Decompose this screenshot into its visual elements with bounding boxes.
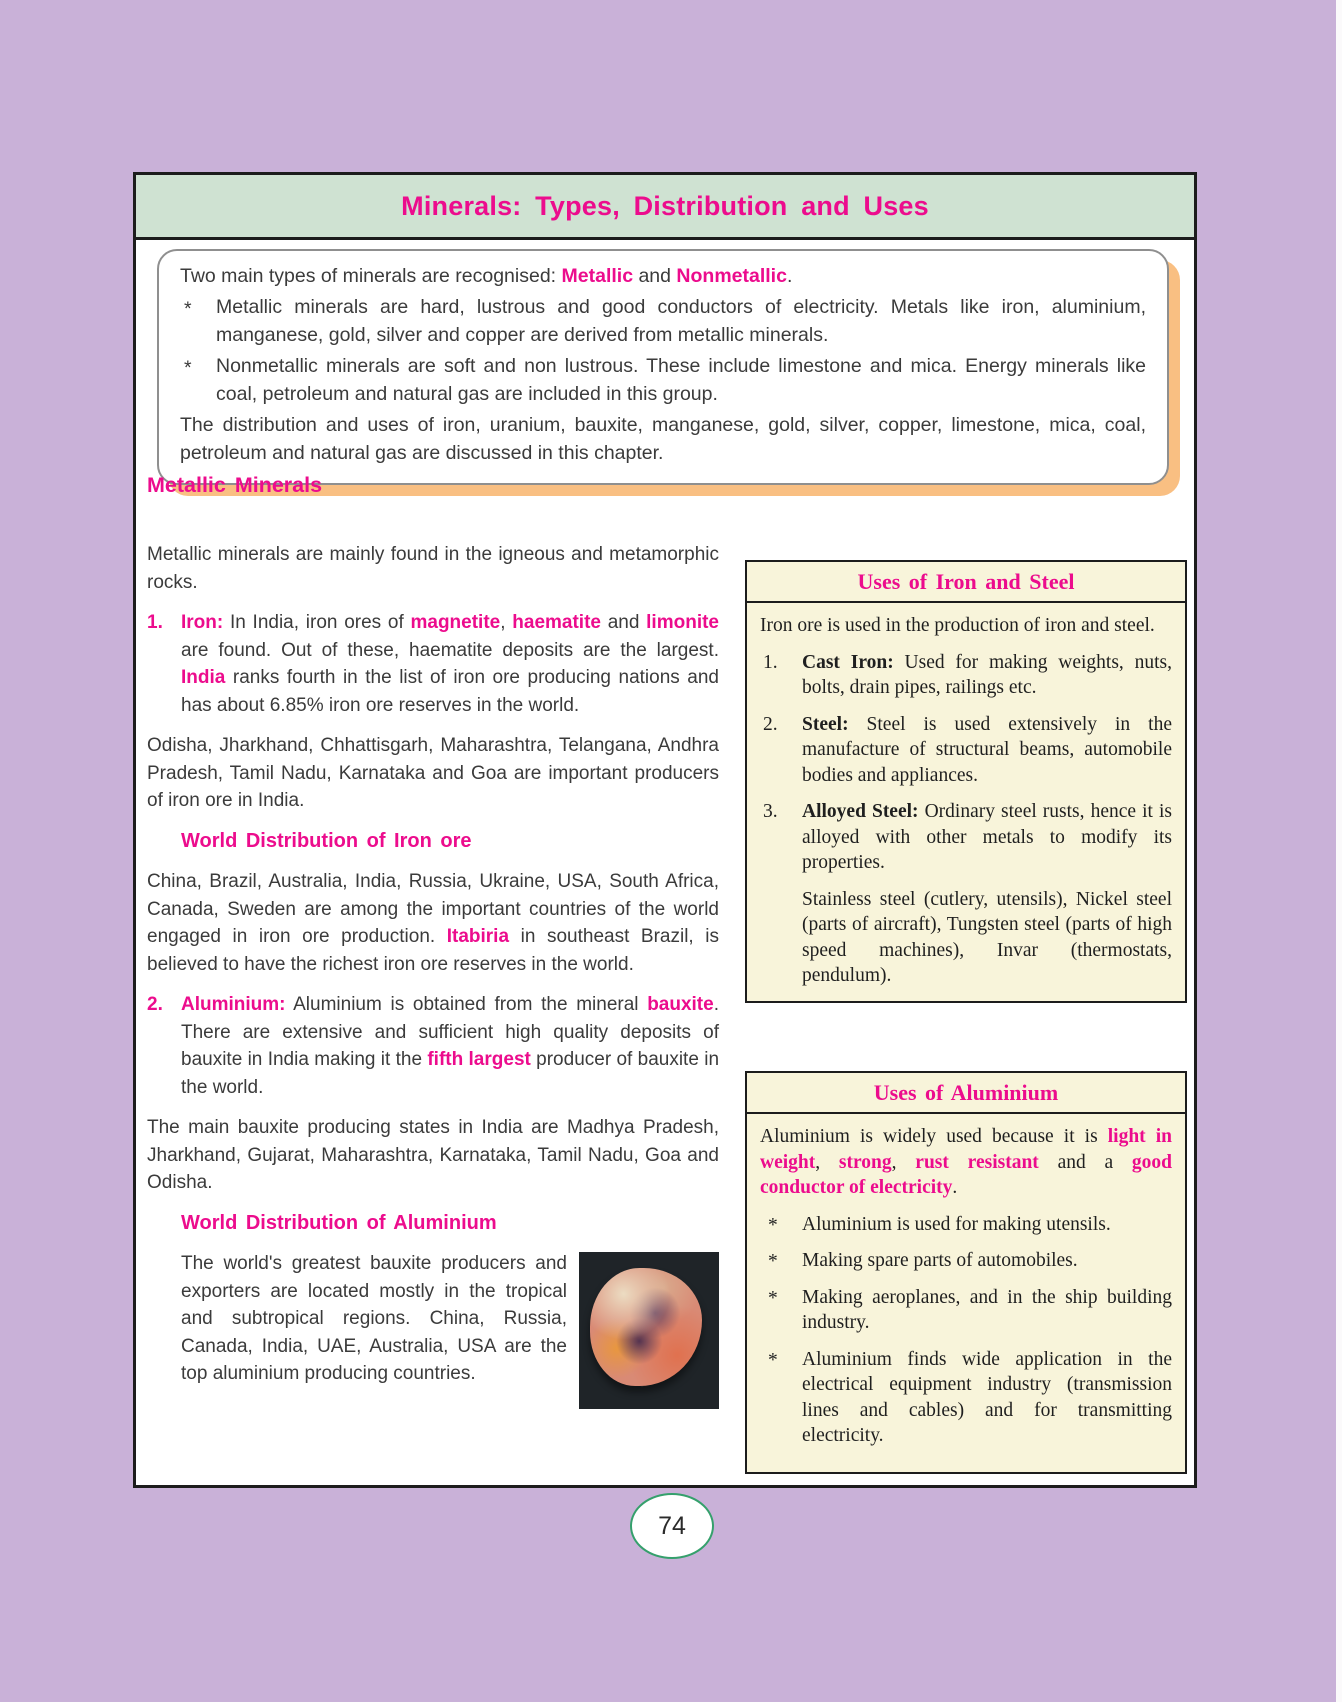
iron-box-item-alloyed-steel — [760, 799, 1172, 876]
bullet-text: Making spare parts of automobiles. — [802, 1250, 1078, 1271]
list-item-iron — [147, 609, 719, 719]
intro-bullet-nonmetallic — [180, 352, 1146, 409]
steel-text: Steel: Steel is used extensively in the manufacture of structural beams, automobile bodies and appliances. — [802, 713, 1172, 786]
bauxite-rock-photo — [579, 1252, 719, 1409]
iron-world-paragraph: China, Brazil, Australia, India, Russia, Ukraine, USA, South Africa, Canada, Sweden are among the important countries of the world engaged in iron ore production. Itabiria in southeast Brazil, is believed to have the richest iron ore reserves in the world. — [147, 871, 719, 975]
bullet-text: Aluminium is used for making utensils. — [802, 1213, 1111, 1235]
list-number: 2. — [147, 994, 163, 1015]
chapter-content-box — [133, 172, 1197, 1488]
alloyed-steel-text: Alloyed Steel: Ordinary steel rusts, hence it is alloyed with other metals to modify its properties. — [802, 801, 1172, 873]
aluminium-box-intro: Aluminium is widely used because it is light in weight, strong, rust resistant and a good conductor of electricity. — [760, 1126, 1173, 1198]
page-number-badge — [630, 1493, 714, 1559]
page-edge-strip — [1336, 0, 1342, 1702]
bullet-text: Making aeroplanes, and in the ship building industry. — [802, 1286, 1172, 1333]
asterisk-marker: * — [768, 1287, 778, 1309]
iron-box-item-cast-iron — [760, 650, 1172, 701]
iron-box-intro: Iron ore is used in the production of iron and steel. — [760, 615, 1155, 636]
cast-iron-text: Cast Iron: Used for making weights, nuts, bolts, drain pipes, railings etc. — [802, 651, 1172, 698]
uses-of-iron-and-steel-box — [745, 560, 1187, 1003]
list-number: 2. — [763, 713, 778, 735]
list-item-aluminium — [147, 991, 719, 1101]
uses-aluminium-body — [747, 1114, 1185, 1472]
iron-states-paragraph: Odisha, Jharkhand, Chhattisgarh, Maharashtra, Telangana, Andhra Pradesh, Tamil Nadu, Karnataka and Goa are important producers of iron ore in India. — [147, 735, 719, 811]
intro-bullet-nonmetallic-text: Nonmetallic minerals are soft and non lustrous. These include limestone and mica. Energy minerals like coal, petroleum and natural gas are included in this group. — [216, 354, 1146, 405]
intro-bullet-metallic — [180, 293, 1146, 350]
list-number: 1. — [763, 651, 778, 673]
intro-bullet-metallic-text: Metallic minerals are hard, lustrous and good conductors of electricity. Metals like iron, aluminium, manganese, gold, silver and copper are derived from metallic minerals. — [216, 295, 1146, 346]
asterisk-marker: * — [768, 1251, 778, 1272]
left-column — [147, 541, 719, 1413]
uses-iron-steel-title: Uses of Iron and Steel — [747, 562, 1185, 603]
iron-paragraph: Iron: In India, iron ores of magnetite, haematite and limonite are found. Out of these, haematite deposits are the largest. India ranks fourth in the list of iron ore producing nations and has about 6.85% iron ore reserves in the world. — [181, 612, 719, 716]
chapter-title: Minerals: Types, Distribution and Uses — [401, 190, 929, 221]
metallic-intro-paragraph: Metallic minerals are mainly found in the igneous and metamorphic rocks. — [147, 544, 719, 593]
iron-box-item-steel — [760, 712, 1172, 789]
asterisk-marker: * — [184, 356, 192, 379]
page-number: 74 — [658, 1511, 686, 1540]
intro-closing-text: The distribution and uses of iron, uranium, bauxite, manganese, gold, silver, copper, limestone, mica, coal, petroleum and natural gas are discussed in this chapter. — [180, 413, 1146, 464]
chapter-title-bar — [136, 175, 1194, 240]
list-number: 3. — [763, 801, 778, 822]
intro-summary-box — [157, 249, 1169, 485]
asterisk-marker: * — [184, 297, 192, 320]
bauxite-rock-shape — [590, 1268, 702, 1386]
aluminium-states-paragraph: The main bauxite producing states in India are Madhya Pradesh, Jharkhand, Gujarat, Maharashtra, Karnataka, Tamil Nadu, Goa and Odisha. — [147, 1117, 719, 1193]
aluminium-box-bullet-automobiles — [760, 1248, 1172, 1274]
aluminium-box-bullet-aeroplanes — [760, 1285, 1172, 1336]
uses-aluminium-title: Uses of Aluminium — [747, 1073, 1185, 1114]
aluminium-world-paragraph: The world's greatest bauxite producers and exporters are located mostly in the tropical and subtropical regions. China, Russia, Canada, India, UAE, Australia, USA are the top aluminium producing countries. — [181, 1253, 567, 1384]
aluminium-box-bullet-electrical — [760, 1347, 1172, 1449]
alloyed-steel-examples: Stainless steel (cutlery, utensils), Nickel steel (parts of aircraft), Tungsten steel (parts of high speed machines), Invar (thermostats, pendulum). — [802, 888, 1172, 986]
section-heading-metallic-minerals: Metallic Minerals — [147, 473, 323, 497]
aluminium-world-block — [181, 1250, 719, 1388]
uses-of-aluminium-box — [745, 1071, 1187, 1474]
intro-lead-text: Two main types of minerals are recognised: Metallic and Nonmetallic. — [180, 265, 793, 287]
subheading-world-distribution-iron: World Distribution of Iron ore — [181, 829, 472, 852]
subheading-world-distribution-aluminium: World Distribution of Aluminium — [181, 1211, 497, 1234]
bullet-text: Aluminium finds wide application in the electrical equipment industry (transmission lines and cables) and for transmitting electricity. — [802, 1348, 1172, 1446]
uses-iron-steel-body — [747, 603, 1185, 1001]
asterisk-marker: * — [768, 1349, 778, 1371]
asterisk-marker: * — [768, 1214, 778, 1236]
list-number: 1. — [147, 612, 163, 633]
aluminium-box-bullet-utensils — [760, 1212, 1172, 1238]
aluminium-paragraph: Aluminium: Aluminium is obtained from the mineral bauxite. There are extensive and sufficient high quality deposits of bauxite in India making it the fifth largest producer of bauxite in the world. — [181, 994, 720, 1098]
